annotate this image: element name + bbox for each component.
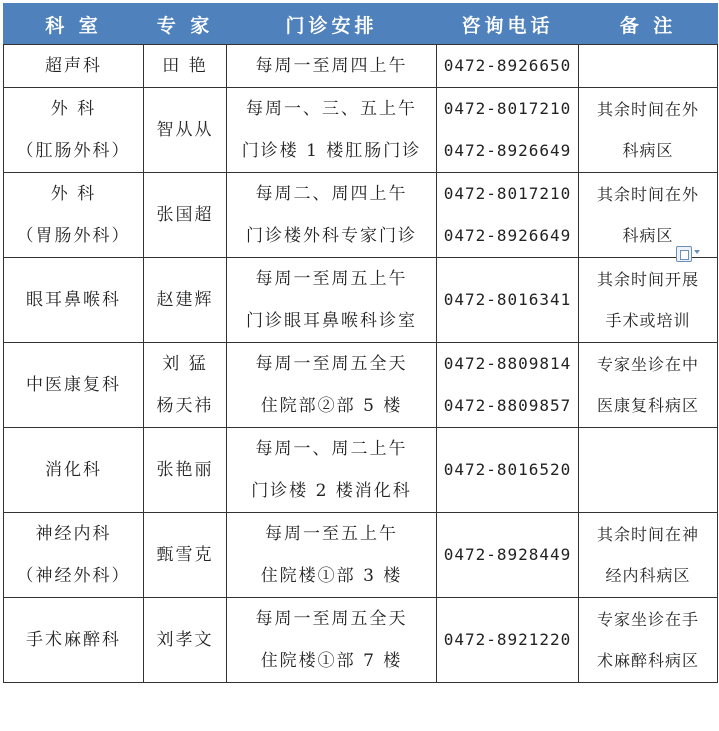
doctor-cell bbox=[144, 88, 227, 173]
schedule-cell bbox=[227, 428, 437, 513]
table-row bbox=[4, 598, 718, 683]
header-dept: 科 室 bbox=[4, 4, 144, 45]
doctor-cell-line: 赵建辉 bbox=[156, 290, 214, 310]
header-row bbox=[4, 4, 718, 45]
dept-cell-line: 神经内科 bbox=[35, 524, 112, 544]
note-cell bbox=[579, 45, 718, 88]
table-row bbox=[4, 258, 718, 343]
phone-cell bbox=[437, 513, 579, 598]
doctor-cell bbox=[144, 513, 227, 598]
note-cell-line: 专家坐诊在中 bbox=[596, 355, 699, 374]
note-cell bbox=[579, 258, 718, 343]
dept-cell-line: （肛肠外科） bbox=[16, 141, 131, 161]
doctor-cell-line: 智从从 bbox=[156, 120, 214, 140]
note-cell-line: 手术或培训 bbox=[605, 311, 691, 330]
note-cell bbox=[579, 88, 718, 173]
dept-cell-line: （神经外科） bbox=[16, 566, 131, 586]
phone-cell bbox=[437, 88, 579, 173]
schedule-cell-line: 门诊楼 2 楼消化科 bbox=[251, 481, 412, 501]
phone-cell bbox=[437, 258, 579, 343]
schedule-cell-line: 门诊眼耳鼻喉科诊室 bbox=[246, 311, 417, 331]
phone-cell bbox=[437, 598, 579, 683]
dept-cell-line: 手术麻醉科 bbox=[26, 630, 121, 650]
table-row bbox=[4, 343, 718, 428]
phone-cell-line: 0472-8926649 bbox=[443, 226, 572, 245]
phone-cell bbox=[437, 343, 579, 428]
dept-cell-line: 消化科 bbox=[45, 460, 102, 480]
dept-cell bbox=[4, 45, 144, 88]
note-cell-line: 其余时间开展 bbox=[596, 270, 699, 289]
note-cell-line: 其余时间在外 bbox=[596, 100, 699, 119]
note-cell bbox=[579, 513, 718, 598]
schedule-cell-line: 每周一至五上午 bbox=[265, 524, 398, 544]
phone-cell-line: 0472-8921220 bbox=[443, 630, 572, 649]
schedule-cell-line: 每周二、周四上午 bbox=[255, 184, 408, 204]
doctor-cell bbox=[144, 173, 227, 258]
dept-cell bbox=[4, 343, 144, 428]
doctor-cell bbox=[144, 258, 227, 343]
note-cell bbox=[579, 598, 718, 683]
schedule-cell-line: 门诊楼 1 楼肛肠门诊 bbox=[241, 141, 422, 161]
dept-cell bbox=[4, 513, 144, 598]
phone-cell-line: 0472-8017210 bbox=[443, 184, 572, 203]
header-phone: 咨询电话 bbox=[437, 4, 579, 45]
schedule-cell-line: 住院楼①部 7 楼 bbox=[260, 651, 403, 671]
note-cell-line: 其余时间在神 bbox=[596, 525, 699, 544]
clinic-schedule-table bbox=[3, 3, 718, 683]
table-row bbox=[4, 45, 718, 88]
doctor-cell-line: 甄雪克 bbox=[156, 545, 214, 565]
chevron-down-icon[interactable] bbox=[694, 250, 700, 254]
header-doctor: 专 家 bbox=[144, 4, 227, 45]
dept-cell-line: 超声科 bbox=[45, 56, 102, 76]
phone-cell bbox=[437, 428, 579, 513]
note-cell bbox=[579, 428, 718, 513]
note-cell bbox=[579, 173, 718, 258]
dept-cell-line: 中医康复科 bbox=[26, 375, 121, 395]
dept-cell bbox=[4, 173, 144, 258]
dept-cell bbox=[4, 598, 144, 683]
phone-cell-line: 0472-8016520 bbox=[443, 460, 572, 479]
doctor-cell bbox=[144, 428, 227, 513]
table-row bbox=[4, 513, 718, 598]
phone-cell-line: 0472-8809857 bbox=[443, 396, 572, 415]
phone-cell-line: 0472-8928449 bbox=[443, 545, 572, 564]
dept-cell bbox=[4, 88, 144, 173]
note-cell bbox=[579, 343, 718, 428]
schedule-cell-line: 住院楼①部 3 楼 bbox=[260, 566, 403, 586]
header-schedule: 门诊安排 bbox=[227, 4, 437, 45]
phone-cell-line: 0472-8926650 bbox=[443, 56, 572, 75]
schedule-cell-line: 住院部②部 5 楼 bbox=[260, 396, 403, 416]
dept-cell-line: 外 科 bbox=[50, 99, 97, 119]
note-cell-line: 科病区 bbox=[622, 141, 674, 160]
doctor-cell-line: 田 艳 bbox=[162, 56, 208, 76]
table-row bbox=[4, 428, 718, 513]
note-cell-line: 其余时间在外 bbox=[596, 185, 699, 204]
note-cell-line: 医康复科病区 bbox=[596, 396, 699, 415]
doctor-cell-line: 刘 猛 bbox=[162, 354, 208, 374]
schedule-cell bbox=[227, 173, 437, 258]
schedule-cell-line: 门诊楼外科专家门诊 bbox=[246, 226, 417, 246]
table-row bbox=[4, 88, 718, 173]
schedule-cell bbox=[227, 258, 437, 343]
paste-options-icon[interactable] bbox=[676, 246, 692, 262]
phone-cell-line: 0472-8017210 bbox=[443, 99, 572, 118]
schedule-cell bbox=[227, 598, 437, 683]
note-cell-line: 科病区 bbox=[622, 226, 674, 245]
schedule-cell bbox=[227, 513, 437, 598]
schedule-cell-line: 每周一至周五上午 bbox=[255, 269, 408, 289]
phone-cell-line: 0472-8809814 bbox=[443, 354, 572, 373]
phone-cell-line: 0472-8016341 bbox=[443, 290, 572, 309]
header-note: 备 注 bbox=[579, 4, 718, 45]
doctor-cell bbox=[144, 598, 227, 683]
note-cell-line: 术麻醉科病区 bbox=[596, 651, 699, 670]
doctor-cell bbox=[144, 343, 227, 428]
dept-cell-line: （胃肠外科） bbox=[16, 226, 131, 246]
note-cell-line: 专家坐诊在手 bbox=[596, 610, 699, 629]
doctor-cell-line: 张国超 bbox=[156, 205, 214, 225]
doctor-cell-line: 张艳丽 bbox=[156, 460, 214, 480]
schedule-cell-line: 每周一、周二上午 bbox=[255, 439, 408, 459]
phone-cell-line: 0472-8926649 bbox=[443, 141, 572, 160]
table-row bbox=[4, 173, 718, 258]
doctor-cell-line: 杨天祎 bbox=[156, 396, 214, 416]
schedule-cell-line: 每周一至周四上午 bbox=[255, 56, 408, 76]
schedule-cell bbox=[227, 88, 437, 173]
schedule-cell-line: 每周一、三、五上午 bbox=[246, 99, 417, 119]
dept-cell-line: 外 科 bbox=[50, 184, 97, 204]
schedule-cell bbox=[227, 343, 437, 428]
schedule-cell-line: 每周一至周五全天 bbox=[255, 354, 408, 374]
dept-cell bbox=[4, 258, 144, 343]
schedule-cell-line: 每周一至周五全天 bbox=[255, 609, 408, 629]
phone-cell bbox=[437, 45, 579, 88]
phone-cell bbox=[437, 173, 579, 258]
note-cell-line: 经内科病区 bbox=[605, 566, 691, 585]
dept-cell bbox=[4, 428, 144, 513]
doctor-cell-line: 刘孝文 bbox=[156, 630, 214, 650]
doctor-cell bbox=[144, 45, 227, 88]
dept-cell-line: 眼耳鼻喉科 bbox=[26, 290, 121, 310]
schedule-cell bbox=[227, 45, 437, 88]
